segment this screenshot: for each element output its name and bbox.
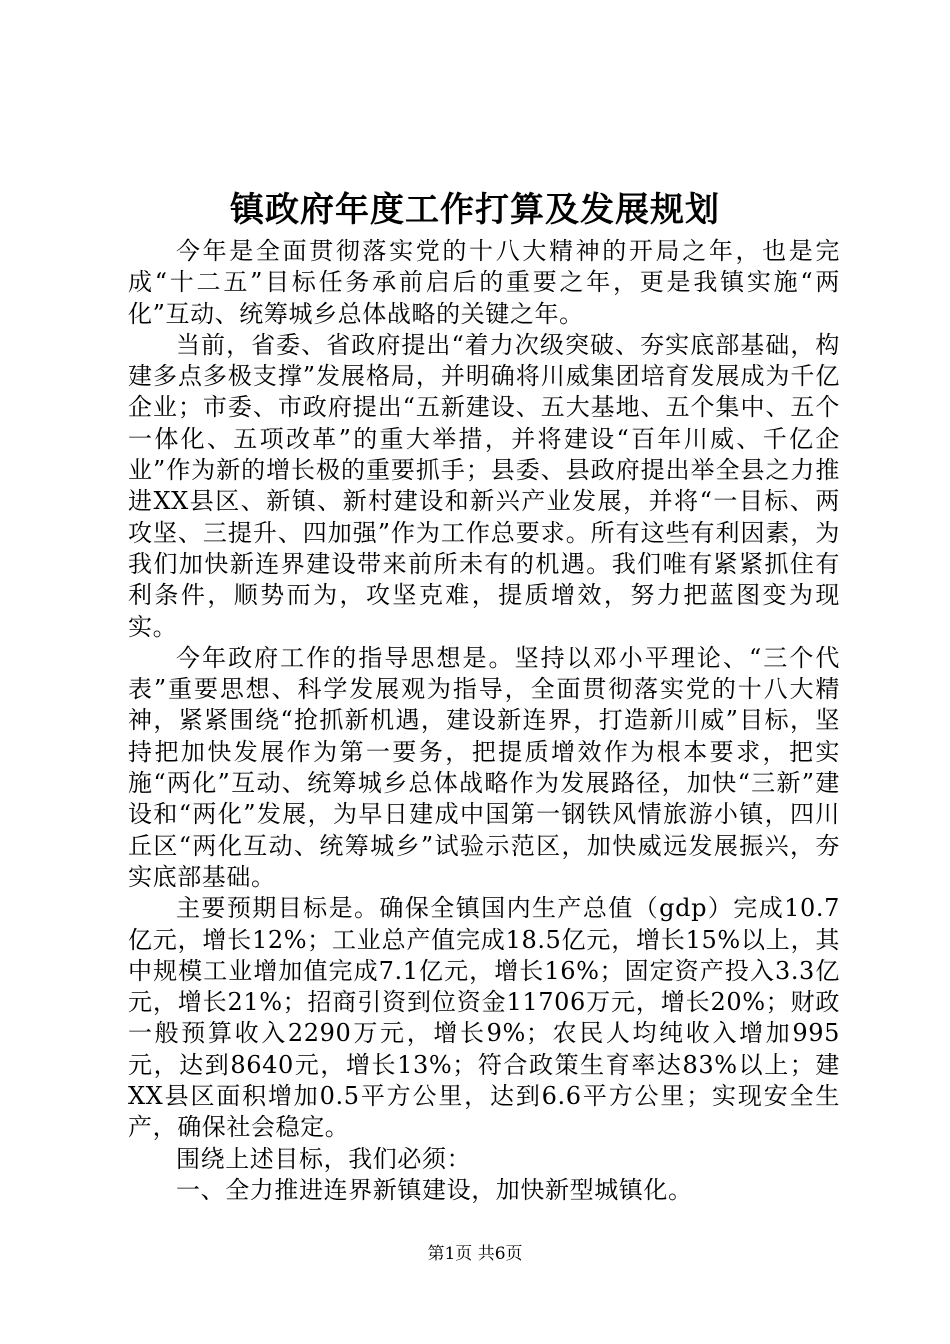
section-heading-1: 一、全力推进连界新镇建设，加快新型城镇化。 <box>176 1175 693 1204</box>
document-body <box>128 236 840 1206</box>
page-number-footer: 第1页 共6页 <box>427 1244 523 1264</box>
document-title: 镇政府年度工作打算及发展规划 <box>230 190 720 230</box>
paragraph-guiding-ideology: 今年政府工作的指导思想是。坚持以邓小平理论、“三个代表”重要思想、科学发展观为指导，全面贯彻落实党的十八大精神，紧紧围绕“抢抓新机遇，建设新连界，打造新川威”目标，坚持把加快发展作为第一要务，把提质增效作为根本要求，把实施“两化”互动、统筹城乡总体战略作为发展路径，加快“三新”建设和“两化”发展，为早日建成中国第一钢铁风情旅游小镇，四川丘区“两化互动、统筹城乡”试验示范区，加快威远发展振兴，夯实底部基础。 <box>128 643 840 891</box>
paragraph-expected-targets: 主要预期目标是。确保全镇国内生产总值（gdp）完成10.7亿元，增长12%；工业总产值完成18.5亿元，增长15%以上，其中规模工业增加值完成7.1亿元，增长16%；固定资产投入3.3亿元，增长21%；招商引资到位资金11706万元，增长20%；财政一般预算收入2290万元，增长9%；农民人均纯收入增加995元，达到8640元，增长13%；符合政策生育率达83%以上；建XX县区面积增加0.5平方公里，达到6.6平方公里；实现安全生产，确保社会稳定。 <box>128 894 840 1142</box>
paragraph-lead-in: 围绕上述目标，我们必须： <box>176 1144 472 1173</box>
paragraph-intro: 今年是全面贯彻落实党的十八大精神的开局之年，也是完成“十二五”目标任务承前启后的重要之年，更是我镇实施“两化”互动、统筹城乡总体战略的关键之年。 <box>128 237 840 328</box>
paragraph-current-situation: 当前，省委、省政府提出“着力次级突破、夯实底部基础，构建多点多极支撑”发展格局，并明确将川威集团培育发展成为千亿企业；市委、市政府提出“五新建设、五大基地、五个集中、五个一体化、五项改革”的重大举措，并将建设“百年川威、千亿企业”作为新的增长极的重要抓手；县委、县政府提出举全县之力推进XX县区、新镇、新村建设和新兴产业发展，并将“一目标、两攻坚、三提升、四加强”作为工作总要求。所有这些有利因素，为我们加快新连界建设带来前所未有的机遇。我们唯有紧紧抓住有利条件，顺势而为，攻坚克难，提质增效，努力把蓝图变为现实。 <box>128 330 840 641</box>
